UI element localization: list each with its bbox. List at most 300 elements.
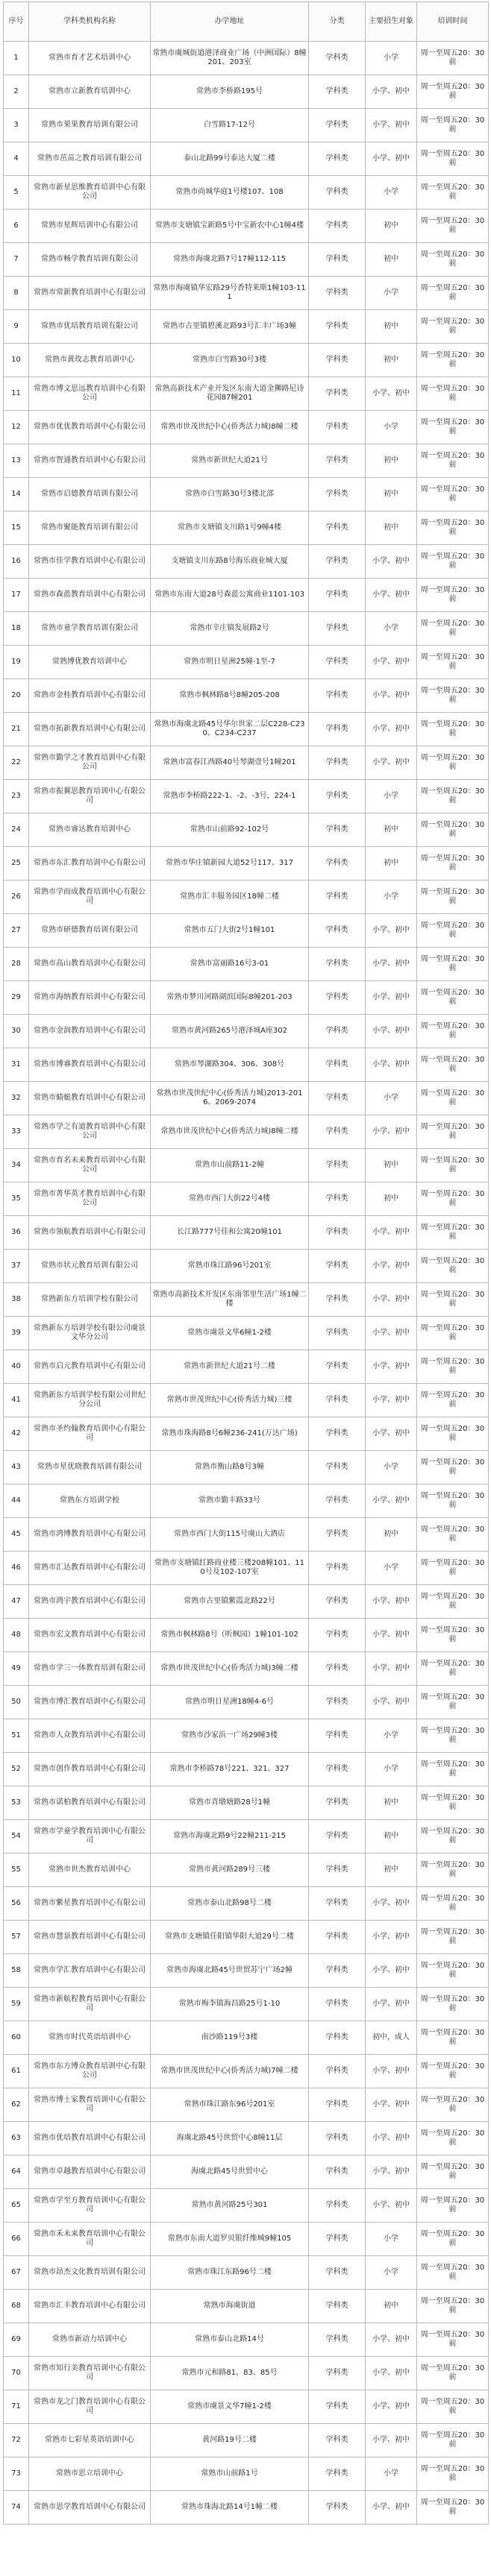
table-row [4,243,489,277]
cell-index: 52 [4,1753,29,1786]
table-body [4,42,489,2525]
table-row [4,310,489,344]
cell-category: 学科类 [309,780,366,813]
cell-category: 学科类 [309,2189,366,2223]
cell-institution-name: 常熟市鸿宇教育培训中心有限公司 [29,1585,151,1619]
cell-index: 17 [4,579,29,612]
cell-index: 59 [4,1988,29,2021]
cell-institution-name: 常熟市蜻蜓教育培训中心有限公司 [29,1082,151,1115]
table-row [4,579,489,612]
cell-training-time: 周一至周五20：30前 [417,344,489,377]
table-row [4,1283,489,1317]
cell-target-students: 初中 [366,1854,417,1887]
cell-category: 学科类 [309,545,366,579]
table-row [4,847,489,881]
cell-category: 学科类 [309,847,366,881]
cell-training-time: 周一至周五20：30前 [417,881,489,914]
table-row [4,1619,489,1652]
cell-target-students: 小学、初中 [366,713,417,746]
cell-index: 21 [4,713,29,746]
cell-training-time: 周一至周五20：30前 [417,1686,489,1719]
table-row [4,1015,489,1048]
cell-target-students: 小学 [366,176,417,210]
cell-target-students: 小学、初中 [366,981,417,1015]
cell-target-students: 小学、初中 [366,1652,417,1686]
table-row [4,1988,489,2021]
table-row [4,2491,489,2525]
table-row [4,478,489,511]
cell-target-students: 初中 [366,478,417,511]
cell-target-students: 初中 [366,2290,417,2323]
cell-category: 学科类 [309,914,366,948]
cell-target-students: 小学 [366,612,417,646]
cell-address: 常熟高新技术产业开发区东南大道金狮路尼诗花园87幢201 [151,377,309,411]
cell-address: 常熟市李桥路195号 [151,75,309,109]
table-row [4,1686,489,1719]
cell-institution-name: 常熟市新星思维教育培训中心有限公司 [29,176,151,210]
cell-institution-name: 常熟市汇达教育培训中心有限公司 [29,1552,151,1585]
cell-category: 学科类 [309,75,366,109]
cell-institution-name: 常熟新东方培训学校有限公司 [29,1283,151,1317]
cell-category: 学科类 [309,1887,366,1921]
cell-institution-name: 常熟市常新教育培训中心有限公司 [29,277,151,310]
cell-target-students: 初中 [366,1820,417,1854]
cell-address: 常熟市元和路81、83、85号 [151,2357,309,2390]
cell-address: 常熟市虞景文华6幢1-2楼 [151,1317,309,1350]
cell-category: 学科类 [309,1552,366,1585]
cell-target-students: 小学、初中 [366,1417,417,1451]
table-row [4,2457,489,2491]
cell-training-time: 周一至周五20：30前 [417,1182,489,1216]
table-row [4,42,489,75]
cell-target-students: 小学、初中 [366,1283,417,1317]
cell-category: 学科类 [309,881,366,914]
cell-index: 57 [4,1921,29,1954]
cell-index: 23 [4,780,29,813]
cell-institution-name: 常熟市启德教育培训有限公司 [29,478,151,511]
cell-address: 常熟市世茂世纪中心(侨秀活力城)8幢二楼 [151,411,309,444]
cell-institution-name: 常熟市卓越教育培训中心有限公司 [29,2155,151,2189]
cell-address: 常熟市山前路1号 [151,2457,309,2491]
cell-training-time: 周一至周五20：30前 [417,2424,489,2457]
cell-address: 常熟市沙家浜一广场29幢3楼 [151,1719,309,1753]
cell-category: 学科类 [309,1182,366,1216]
cell-category: 学科类 [309,1652,366,1686]
cell-category: 学科类 [309,176,366,210]
cell-training-time: 周一至周五20：30前 [417,277,489,310]
cell-address: 常熟市东南大道28号森蓝公寓商业1101-103 [151,579,309,612]
cell-category: 学科类 [309,1686,366,1719]
cell-category: 学科类 [309,679,366,713]
cell-category: 学科类 [309,243,366,277]
cell-address: 常熟市梅李镇海昌路25号1-10 [151,1988,309,2021]
cell-institution-name: 常熟市拓新教育培训中心有限公司 [29,713,151,746]
cell-category: 学科类 [309,478,366,511]
cell-address: 常熟市枫林路8号（听枫园）1幢101-102 [151,1619,309,1652]
cell-training-time: 周一至周五20：30前 [417,411,489,444]
cell-training-time: 周一至周五20：30前 [417,1820,489,1854]
cell-index: 71 [4,2390,29,2424]
cell-index: 14 [4,478,29,511]
cell-training-time: 周一至周五20：30前 [417,2457,489,2491]
table-row [4,1216,489,1250]
cell-institution-name: 常熟市博睿教育培训中心有限公司 [29,1048,151,1082]
cell-training-time: 周一至周五20：30前 [417,1988,489,2021]
cell-address: 常熟市海虞北路45号世贸苏宁广场2幢 [151,1954,309,1988]
cell-address: 常熟市山前路92-102号 [151,813,309,847]
cell-training-time: 周一至周五20：30前 [417,847,489,881]
table-row [4,2021,489,2055]
cell-target-students: 小学 [366,411,417,444]
cell-target-students: 小学 [366,881,417,914]
cell-category: 学科类 [309,344,366,377]
cell-category: 学科类 [309,1484,366,1518]
cell-institution-name: 常熟市人众教育培训中心有限公司 [29,1719,151,1753]
cell-category: 学科类 [309,1820,366,1854]
table-row [4,344,489,377]
cell-institution-name: 常熟市童学教育培训有限公司 [29,612,151,646]
cell-institution-name: 常熟市七彩星英语培训中心 [29,2424,151,2457]
table-row [4,176,489,210]
cell-index: 63 [4,2122,29,2155]
cell-institution-name: 常熟市振翼思教育培训中心有限公司 [29,780,151,813]
cell-index: 8 [4,277,29,310]
cell-address: 常熟市泰山北路98号二楼 [151,1887,309,1921]
cell-training-time: 周一至周五20：30前 [417,1283,489,1317]
cell-institution-name: 常熟市宏文教育培训中心有限公司 [29,1619,151,1652]
cell-category: 学科类 [309,1954,366,1988]
cell-address: 常熟市海虞街道 [151,2290,309,2323]
cell-institution-name: 常熟市新动力培训中心 [29,2323,151,2357]
cell-address: 常熟市世茂世纪中心(侨秀活力城)2013-2016、2069-2074 [151,1082,309,1115]
cell-target-students: 小学、初中 [366,1887,417,1921]
table-row [4,2223,489,2256]
cell-training-time: 周一至周五20：30前 [417,2256,489,2290]
cell-training-time: 周一至周五20：30前 [417,1619,489,1652]
cell-target-students: 小学、初中 [366,109,417,142]
cell-training-time: 周一至周五20：30前 [417,2290,489,2323]
cell-address: 常熟市李桥路222-1、-2、-3号，224-1 [151,780,309,813]
cell-category: 学科类 [309,2323,366,2357]
cell-training-time: 周一至周五20：30前 [417,579,489,612]
cell-institution-name: 常熟市思立培训中心 [29,2457,151,2491]
cell-training-time: 周一至周五20：30前 [417,1484,489,1518]
cell-institution-name: 常熟博优教育培训中心 [29,646,151,679]
cell-index: 60 [4,2021,29,2055]
cell-category: 学科类 [309,444,366,478]
table-row [4,2189,489,2223]
cell-institution-name: 常熟市慧泉教育培训中心有限公司 [29,1921,151,1954]
cell-index: 33 [4,1115,29,1149]
cell-address: 白雪路17-12号 [151,109,309,142]
cell-index: 13 [4,444,29,478]
cell-index: 35 [4,1182,29,1216]
cell-training-time: 周一至周五20：30前 [417,1585,489,1619]
table-row [4,2155,489,2189]
table-row [4,1753,489,1786]
cell-category: 学科类 [309,948,366,981]
table-row [4,1585,489,1619]
cell-training-time: 周一至周五20：30前 [417,2122,489,2155]
cell-training-time: 周一至周五20：30前 [417,1887,489,1921]
cell-index: 72 [4,2424,29,2457]
cell-target-students: 小学、初中 [366,579,417,612]
cell-address: 常熟市富丽路16号3-01 [151,948,309,981]
cell-index: 46 [4,1552,29,1585]
cell-category: 学科类 [309,2290,366,2323]
cell-target-students: 初中 [366,344,417,377]
cell-index: 38 [4,1283,29,1317]
cell-address: 常熟市世茂世纪中心(侨秀活力城)7幢二楼 [151,2055,309,2088]
cell-target-students: 小学、初中 [366,2323,417,2357]
cell-category: 学科类 [309,2088,366,2122]
cell-target-students: 小学、初中 [366,1921,417,1954]
cell-address: 常熟市海虞北路7号17幢112-115 [151,243,309,277]
header-index: 序号 [4,2,29,42]
header-address: 办学地址 [151,2,309,42]
cell-training-time: 周一至周五20：30前 [417,1854,489,1887]
cell-category: 学科类 [309,2256,366,2290]
cell-address: 常熟市高新技术开发区东南邻里生活广场1幢二楼 [151,1283,309,1317]
table-row [4,1854,489,1887]
cell-index: 51 [4,1719,29,1753]
cell-address: 常熟市支塘镇支川路1号9幢4楼 [151,511,309,545]
cell-target-students: 小学、初中 [366,1250,417,1283]
cell-target-students: 初中 [366,813,417,847]
cell-category: 学科类 [309,1317,366,1350]
table-row [4,1954,489,1988]
cell-index: 27 [4,914,29,948]
cell-address: 常熟市明日星洲18幢4-6号 [151,1686,309,1719]
cell-institution-name: 常熟市诺柏教育培训中心有限公司 [29,1786,151,1820]
table-row [4,746,489,780]
cell-institution-name: 常熟东方培训学校 [29,1484,151,1518]
cell-training-time: 周一至周五20：30前 [417,1652,489,1686]
cell-institution-name: 常熟市学至方教育培训中心有限公司 [29,2189,151,2223]
cell-index: 49 [4,1652,29,1686]
cell-index: 25 [4,847,29,881]
cell-training-time: 周一至周五20：30前 [417,2357,489,2390]
cell-index: 66 [4,2223,29,2256]
cell-address: 常熟市白雪路30号3楼 [151,344,309,377]
cell-training-time: 周一至周五20：30前 [417,377,489,411]
cell-address: 常熟市五门大街2号1幢101 [151,914,309,948]
cell-training-time: 周一至周五20：30前 [417,1786,489,1820]
cell-target-students: 小学 [366,1753,417,1786]
cell-index: 11 [4,377,29,411]
table-row [4,1350,489,1384]
cell-address: 常熟市黄河路265号港泽城A座302 [151,1015,309,1048]
cell-address: 常熟市珠江路东96号201室 [151,2088,309,2122]
cell-index: 73 [4,2457,29,2491]
cell-index: 7 [4,243,29,277]
cell-address: 黄河路19号二楼 [151,2424,309,2457]
cell-target-students: 初中 [366,511,417,545]
cell-category: 学科类 [309,1753,366,1786]
cell-institution-name: 常熟市研德教育培训有限公司 [29,914,151,948]
cell-training-time: 周一至周五20：30前 [417,679,489,713]
cell-index: 18 [4,612,29,646]
cell-institution-name: 常熟市世杰教育培训中心 [29,1854,151,1887]
cell-category: 学科类 [309,1585,366,1619]
table-row [4,2424,489,2457]
cell-target-students: 小学、初中 [366,948,417,981]
cell-training-time: 周一至周五20：30前 [417,2323,489,2357]
cell-index: 30 [4,1015,29,1048]
cell-category: 学科类 [309,1854,366,1887]
cell-category: 学科类 [309,277,366,310]
cell-address: 常熟市珠海路8号6幢236-241(万达广场) [151,1417,309,1451]
table-row [4,1384,489,1417]
cell-institution-name: 常熟市金桂教育培训中心有限公司 [29,679,151,713]
table-row [4,511,489,545]
cell-target-students: 小学、初中 [366,142,417,176]
cell-target-students: 小学、初中 [366,1048,417,1082]
cell-training-time: 周一至周五20：30前 [417,1317,489,1350]
cell-institution-name: 常熟市博文思远教育培训中心有限公司 [29,377,151,411]
cell-target-students: 小学 [366,2223,417,2256]
cell-target-students: 初中 [366,1182,417,1216]
cell-institution-name: 常熟市创作教育培训中心有限公司 [29,1753,151,1786]
cell-target-students: 小学、初中 [366,2189,417,2223]
registry-table-sheet [0,1,491,2576]
cell-category: 学科类 [309,210,366,243]
cell-institution-name: 常熟市森蓝教育培训中心有限公司 [29,579,151,612]
cell-address: 常熟市世茂世纪中心(侨秀活力城)8幢二楼 [151,1115,309,1149]
cell-training-time: 周一至周五20：30前 [417,1048,489,1082]
cell-category: 学科类 [309,142,366,176]
cell-training-time: 周一至周五20：30前 [417,1216,489,1250]
cell-target-students: 小学、初中 [366,2390,417,2424]
cell-index: 69 [4,2323,29,2357]
cell-address: 泰山北路99号泰达大厦二楼 [151,142,309,176]
table-row [4,2256,489,2290]
cell-institution-name: 常熟市高山教育培训中心有限公司 [29,948,151,981]
cell-index: 70 [4,2357,29,2390]
table-row [4,1786,489,1820]
cell-training-time: 周一至周五20：30前 [417,1384,489,1417]
table-row [4,444,489,478]
table-row [4,277,489,310]
cell-training-time: 周一至周五20：30前 [417,813,489,847]
table-row [4,1552,489,1585]
cell-index: 4 [4,142,29,176]
cell-training-time: 周一至周五20：30前 [417,2088,489,2122]
cell-address: 常熟市黄河路25号301 [151,2189,309,2223]
cell-index: 37 [4,1250,29,1283]
cell-category: 学科类 [309,1015,366,1048]
cell-category: 学科类 [309,511,366,545]
cell-target-students: 小学 [366,2256,417,2290]
cell-target-students: 小学、初中 [366,1350,417,1384]
cell-category: 学科类 [309,1988,366,2021]
cell-target-students: 小学 [366,42,417,75]
cell-target-students: 小学 [366,2457,417,2491]
cell-institution-name: 常熟市领航教育培训中心有限公司 [29,1216,151,1250]
table-row [4,2357,489,2390]
table-row [4,2055,489,2088]
cell-target-students: 小学、初中 [366,1585,417,1619]
cell-training-time: 周一至周五20：30前 [417,545,489,579]
cell-category: 学科类 [309,1786,366,1820]
header-target-students: 主要招生对象 [366,2,417,42]
cell-index: 32 [4,1082,29,1115]
cell-index: 29 [4,981,29,1015]
cell-address: 海虞北路45号世贸中心 [151,2155,309,2189]
cell-address: 常熟市海虞镇华宏路29号香特莱斯1幢103-111 [151,277,309,310]
cell-category: 学科类 [309,42,366,75]
cell-index: 10 [4,344,29,377]
cell-institution-name: 常熟市智通教育培训中心有限公司 [29,444,151,478]
cell-target-students: 小学、初中 [366,746,417,780]
table-row [4,411,489,444]
cell-index: 41 [4,1384,29,1417]
cell-training-time: 周一至周五20：30前 [417,2055,489,2088]
cell-institution-name: 常熟市金润教育培训中心有限公司 [29,1015,151,1048]
cell-target-students: 小学、初中 [366,679,417,713]
cell-index: 68 [4,2290,29,2323]
cell-training-time: 周一至周五20：30前 [417,1149,489,1182]
cell-index: 24 [4,813,29,847]
cell-institution-name: 常熟市昂杰文化教育培训有限公司 [29,2256,151,2290]
cell-target-students: 小学、初中 [366,2357,417,2390]
cell-institution-name: 常熟市思学教育培训中心有限公司 [29,2491,151,2525]
cell-category: 学科类 [309,1417,366,1451]
cell-target-students: 小学、初中 [366,545,417,579]
cell-training-time: 周一至周五20：30前 [417,1954,489,1988]
table-row [4,713,489,746]
cell-index: 36 [4,1216,29,1250]
table-row [4,2390,489,2424]
cell-institution-name: 常熟新东方培训学校有限公司世纪分公司 [29,1384,151,1417]
cell-category: 学科类 [309,1619,366,1652]
cell-index: 42 [4,1417,29,1451]
cell-institution-name: 常熟市优培教育培训有限公司 [29,310,151,344]
cell-institution-name: 常熟市学童学教育培训中心有限公司 [29,1820,151,1854]
cell-category: 学科类 [309,981,366,1015]
table-row [4,1484,489,1518]
cell-training-time: 周一至周五20：30前 [417,42,489,75]
cell-address: 常熟市勤丰路33号 [151,1484,309,1518]
cell-category: 学科类 [309,1350,366,1384]
table-row [4,109,489,142]
cell-index: 28 [4,948,29,981]
cell-institution-name: 常熟市星辉培训中心有限公司 [29,210,151,243]
cell-index: 39 [4,1317,29,1350]
cell-address: 常熟市海虞北路45号华尔世家二层C228-C230、C234-C237 [151,713,309,746]
cell-institution-name: 常熟市畅学教育培训有限公司 [29,243,151,277]
cell-training-time: 周一至周五20：30前 [417,1921,489,1954]
cell-training-time: 周一至周五20：30前 [417,1451,489,1484]
cell-target-students: 小学、初中 [366,1115,417,1149]
cell-address: 常熟市明日星洲25幢-1至-7 [151,646,309,679]
cell-address: 支塘镇支川东路8号海乐商业城大厦 [151,545,309,579]
cell-address: 常熟市琴湖路304、306、308号 [151,1048,309,1082]
table-row [4,1719,489,1753]
table-row [4,813,489,847]
cell-institution-name: 常熟市鸿博教育培训中心有限公司 [29,1518,151,1552]
cell-training-time: 周一至周五20：30前 [417,1719,489,1753]
cell-category: 学科类 [309,1082,366,1115]
cell-institution-name: 常熟市果果教育培训有限公司 [29,109,151,142]
cell-institution-name: 常熟市博士家教育培训中心有限公司 [29,2088,151,2122]
cell-index: 6 [4,210,29,243]
cell-institution-name: 常熟市龙之门教育培训中心有限公司 [29,2390,151,2424]
cell-institution-name: 常熟市东方博众教育培训中心有限公司 [29,2055,151,2088]
cell-training-time: 周一至周五20：30前 [417,478,489,511]
cell-index: 2 [4,75,29,109]
cell-category: 学科类 [309,612,366,646]
